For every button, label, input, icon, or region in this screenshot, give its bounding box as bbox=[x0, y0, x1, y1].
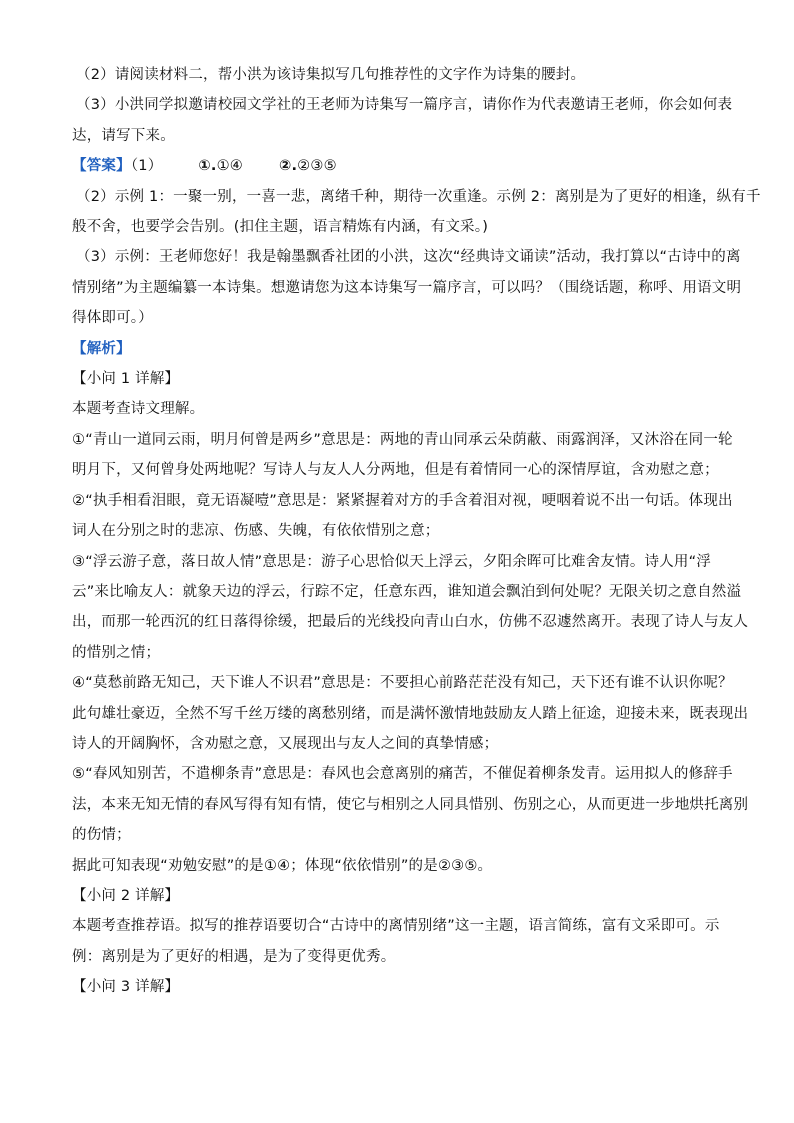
q2-line: 本题考查推荐语。拟写的推荐语要切合“古诗中的离情别绪”这一主题，语言简练，富有文采即可。示 bbox=[72, 918, 720, 935]
q1-line: 词人在分别之时的悲凉、伤感、失魄，有依依惜别之意； bbox=[72, 523, 440, 540]
blank2-number: ②. bbox=[278, 158, 298, 175]
q1-line: 的惜别之情； bbox=[72, 644, 161, 661]
blank2-value: ②③⑤ bbox=[297, 158, 337, 175]
q2-line: 例：离别是为了更好的相遇，是为了变得更优秀。 bbox=[72, 948, 396, 965]
q1-line: 据此可知表现“劝勉安慰”的是①④；体现“依依惜别”的是②③⑤。 bbox=[72, 857, 493, 874]
question-3-line: （3）小洪同学拟邀请校园文学社的王老师为诗集写一篇序言，请你作为代表邀请王老师，你会如何表 bbox=[76, 97, 733, 114]
question-2: （2）请阅读材料二，帮小洪为该诗集拟写几句推荐性的文字作为诗集的腰封。 bbox=[76, 67, 586, 83]
blank1-value: ①④ bbox=[216, 158, 243, 175]
q1-heading: 【小问 1 详解】 bbox=[72, 371, 180, 388]
analysis-tag: 【解析】 bbox=[72, 340, 131, 357]
q1-line: ②“执手相看泪眼，竟无语凝噎”意思是：紧紧握着对方的手含着泪对视，哽咽着说不出一句话。体现出 bbox=[72, 492, 733, 509]
answer-part1 bbox=[72, 151, 732, 181]
q2-heading: 【小问 2 详解】 bbox=[72, 887, 180, 904]
q1-line: 本题考查诗文理解。 bbox=[72, 401, 205, 418]
answer-tag: 【答案】 bbox=[72, 158, 131, 175]
answer-part2-line: （2）示例 1：一聚一别，一喜一悲，离绪千种，期待一次重逢。示例 2：离别是为了更好的相逢，纵有千 bbox=[76, 188, 761, 205]
blank1-number: ①. bbox=[198, 158, 217, 175]
q1-line: 出，而那一轮西沉的红日落得徐缓，把最后的光线投向青山白水，仿佛不忍遽然离开。表现了诗人与友人 bbox=[72, 614, 749, 631]
q1-line: 法，本来无知无情的春风写得有知有情，使它与相别之人同具惜别、伤别之心，从而更进一步地烘托离别 bbox=[72, 796, 749, 813]
q1-line: 云”来比喻友人：就象天边的浮云，行踪不定，任意东西，谁知道会飘泊到何处呢？无限关切之意自然溢 bbox=[72, 583, 742, 600]
answer-part3-line: （3）示例：王老师您好！我是翰墨飘香社团的小洪，这次“经典诗文诵读”活动，我打算以“古诗中的离 bbox=[76, 249, 741, 266]
q1-line: 诗人的开阔胸怀，含劝慰之意，又展现出与友人之间的真挚情感； bbox=[72, 735, 499, 752]
q1-line: 的伤情； bbox=[72, 827, 131, 844]
answer-part1-prefix: （1） bbox=[130, 158, 163, 175]
document-page bbox=[72, 60, 761, 1003]
q1-line: ⑤“春风知别苦，不遣柳条青”意思是：春风也会意离别的痛苦，不催促着柳条发青。运用拟人的修辞手 bbox=[72, 766, 733, 783]
answer-part2-line: 般不舍，也要学会告别。(扣住主题，语言精炼有内涵，有文采。) bbox=[72, 219, 489, 236]
q1-line: ①“青山一道同云雨，明月何曾是两乡”意思是：两地的青山同承云朵荫蔽、雨露润泽，又沐浴在同一轮 bbox=[72, 431, 733, 448]
q1-line: 明月下，又何曾身处两地呢？写诗人与友人人分两地，但是有着情同一心的深情厚谊，含劝慰之意； bbox=[72, 462, 719, 479]
q1-line: ④“莫愁前路无知己，天下谁人不识君”意思是：不要担心前路茫茫没有知己，天下还有谁不认识你呢？ bbox=[72, 675, 733, 692]
q3-heading: 【小问 3 详解】 bbox=[72, 979, 180, 996]
q1-line: ③“浮云游子意，落日故人情”意思是：游子心思恰似天上浮云，夕阳余晖可比难舍友情。诗人用“浮 bbox=[72, 553, 712, 570]
question-3-line: 达，请写下来。 bbox=[72, 127, 175, 144]
q1-line: 此句雄壮豪迈，全然不写千丝万缕的离愁别绪，而是满怀激情地鼓励友人踏上征途，迎接未来，既表现出 bbox=[72, 705, 749, 722]
answer-part3-line: 情别绪”为主题编纂一本诗集。想邀请您为这本诗集写一篇序言，可以吗？（围绕话题，称呼、用语文明 bbox=[72, 279, 742, 296]
answer-part3-line: 得体即可。） bbox=[72, 310, 153, 327]
